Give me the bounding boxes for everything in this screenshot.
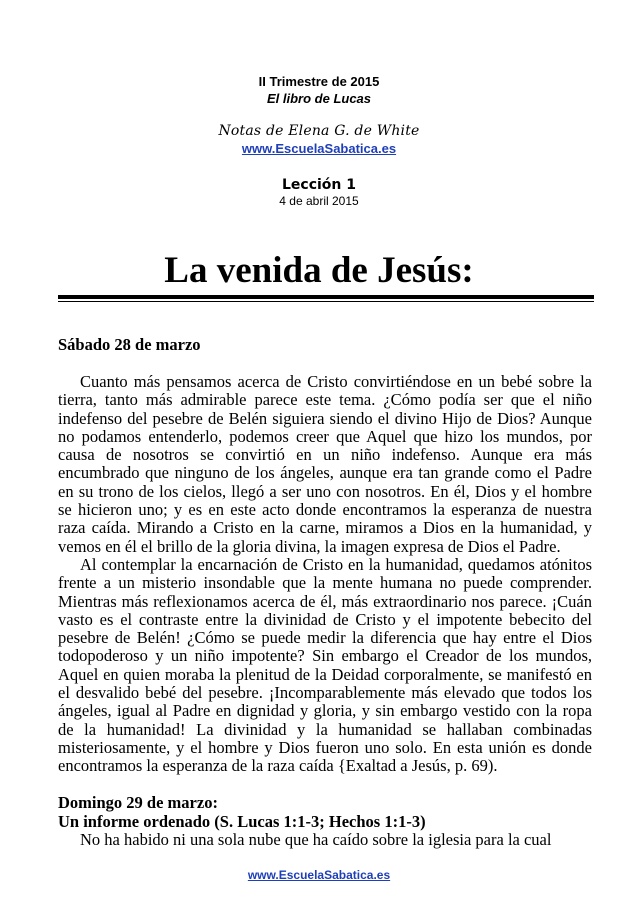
- book-label: El libro de Lucas: [266, 91, 372, 106]
- title-rule-thick: [58, 295, 594, 299]
- paragraph: Al contemplar la encarnación de Cristo en la humanidad, quedamos atónitos frente a un misterio insondable que la mente humana no puede comprender. Mientras más reflexionamos acerca de él, más extraordinario nos parece. ¡Cuán vasto es el contraste entre la divinidad de Cristo y el impotente bebecito del pesebre de Belén! ¿Cómo se puede medir la diferencia que hay entre el Dios todopoderoso y un niño impotente? Sin embargo el Creador de los mundos, Aquel en quien moraba la plenitud de la Deidad corporalmente, se manifestó en el desvalido bebé del pesebre. ¡Incomparablemente más elevado que todos los ángeles, igual al Padre en dignidad y gloria, y sin embargo vestido con la ropa de la humanidad! La divinidad y la humanidad se hallaban combinadas misteriosamente, y el hombre y Dios fueron uno solo. En esta unión es donde encontramos la esperanza de la raza caída {Exaltad a Jesús, p. 69).: [58, 554, 592, 776]
- page-header: [0, 73, 638, 209]
- notes-label: Notas de Elena G. de White: [218, 123, 420, 139]
- lesson-date: 4 de abril 2015: [279, 194, 359, 208]
- lesson-label: Lección 1: [281, 177, 356, 193]
- footer-website-link[interactable]: www.EscuelaSabatica.es: [247, 868, 391, 882]
- page-title: La venida de Jesús:: [164, 250, 474, 291]
- section-heading: Domingo 29 de marzo:: [58, 792, 218, 812]
- title-rule-thin: [58, 301, 594, 302]
- section-subheading: Un informe ordenado (S. Lucas 1:1-3; Hechos 1:1-3): [58, 811, 426, 831]
- section-heading: Sábado 28 de marzo: [58, 335, 201, 354]
- quarter-label: II Trimestre de 2015: [258, 74, 380, 89]
- website-link[interactable]: www.EscuelaSabatica.es: [241, 141, 397, 156]
- main-content: [58, 335, 592, 849]
- paragraph: No ha habido ni una sola nube que ha caído sobre la iglesia para la cual: [80, 829, 552, 849]
- paragraph: Cuanto más pensamos acerca de Cristo convirtiéndose en un bebé sobre la tierra, tanto más admirable parece este tema. ¿Cómo podía ser que el niño indefenso del pesebre de Belén siguiera siendo el divino Hijo de Dios? Aunque no podamos entenderlo, podemos creer que Aquel que hizo los mundos, por causa de nosotros se convirtió en un niño indefenso. Aunque era más encumbrado que ninguno de los ángeles, aunque era tan grande como el Padre en su trono de los cielos, llegó a ser uno con nosotros. En él, Dios y el hombre se hicieron uno; y es en este acto donde encontramos la esperanza de nuestra raza caída. Mirando a Cristo en la carne, miramos a Dios en la humanidad, y vemos en él el brillo de la gloria divina, la imagen expresa de Dios el Padre.: [58, 372, 592, 556]
